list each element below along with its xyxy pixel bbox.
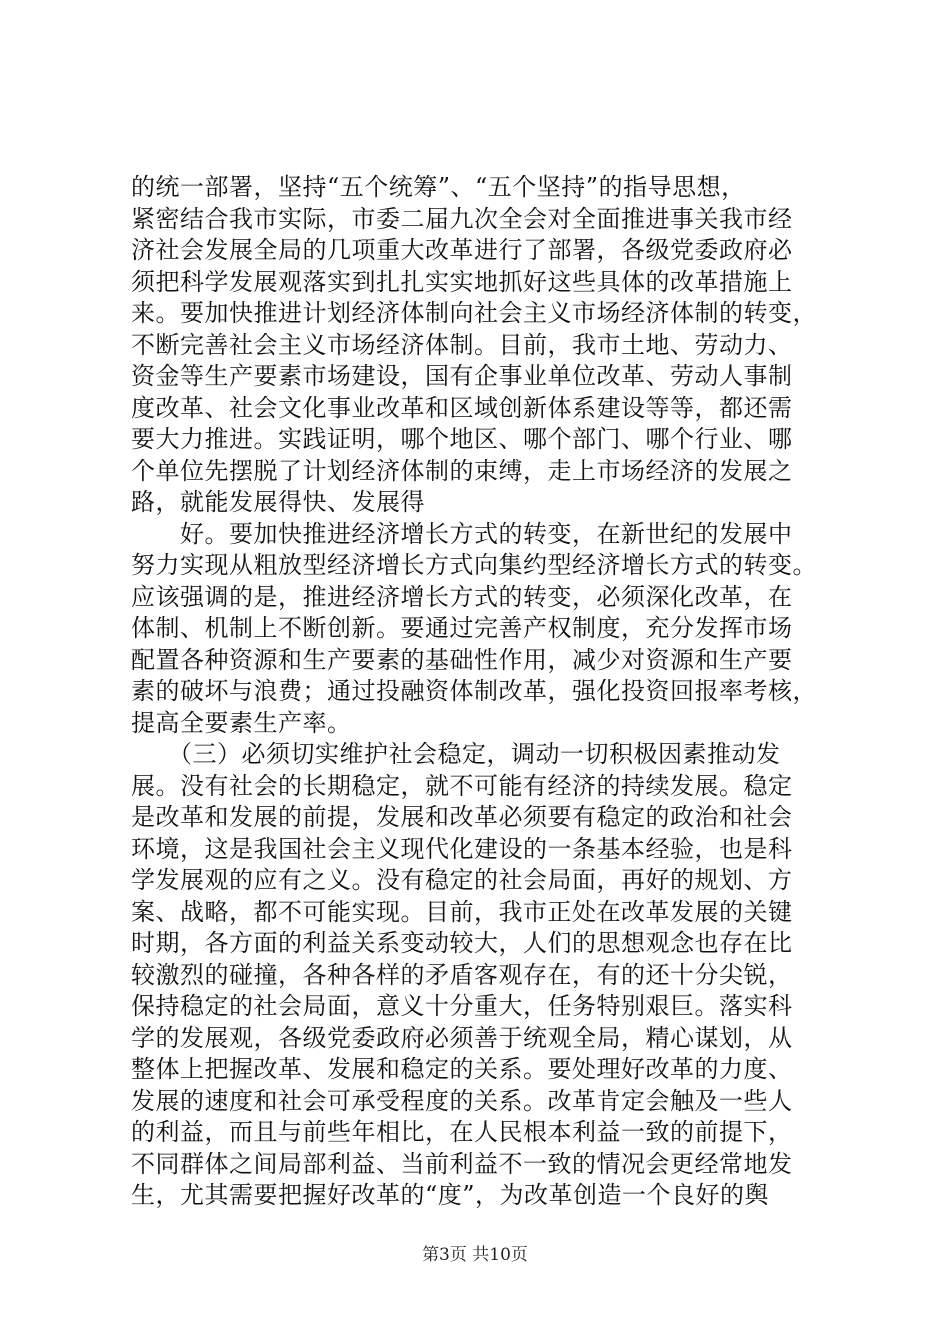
text-line: 素的破坏与浪费；通过投融资体制改革，强化投资回报率考核， <box>131 677 817 705</box>
text-line: 学的发展观，各级党委政府必须善于统观全局，精心谋划，从 <box>131 1023 793 1052</box>
text-line: （三）必须切实维护社会稳定，调动一切积极因素推动发 <box>131 740 781 768</box>
body-text <box>131 172 831 1212</box>
text-line: 不断完善社会主义市场经济体制。目前，我市土地、劳动力、 <box>131 330 793 359</box>
text-line: 时期，各方面的利益关系变动较大，人们的思想观念也存在比 <box>131 929 793 957</box>
text-line: 个单位先摆脱了计划经济体制的束缚，走上市场经济的发展之 <box>131 456 793 485</box>
text-line: 的利益，而且与前些年相比，在人民根本利益一致的前提下， <box>131 1118 793 1146</box>
text-line: 保持稳定的社会局面，意义十分重大，任务特别艰巨。落实科 <box>131 992 793 1020</box>
text-line: 应该强调的是，推进经济增长方式的转变，必须深化改革，在 <box>131 582 793 611</box>
text-line: 是改革和发展的前提，发展和改革必须要有稳定的政治和社会 <box>131 803 793 831</box>
text-line: 努力实现从粗放型经济增长方式向集约型经济增长方式的转变。 <box>131 551 817 579</box>
text-line: 须把科学发展观落实到扎扎实实地抓好这些具体的改革措施上 <box>131 267 793 296</box>
text-line: 济社会发展全局的几项重大改革进行了部署，各级党委政府必 <box>131 236 793 264</box>
text-line: 资金等生产要素市场建设，国有企事业单位改革、劳动人事制 <box>131 362 793 390</box>
text-line: 体制、机制上不断创新。要通过完善产权制度，充分发挥市场 <box>131 614 793 642</box>
text-line: 较激烈的碰撞，各种各样的矛盾客观存在，有的还十分尖锐， <box>131 960 793 989</box>
page-footer <box>0 1244 950 1266</box>
text-line: 紧密结合我市实际，市委二届九次全会对全面推进事关我市经 <box>131 204 793 233</box>
text-line: 发展的速度和社会可承受程度的关系。改革肯定会触及一些人 <box>131 1086 793 1115</box>
text-line: 要大力推进。实践证明，哪个地区、哪个部门、哪个行业、哪 <box>131 425 793 453</box>
page-number: 第3页 共10页 <box>422 1245 528 1265</box>
text-line: 环境，这是我国社会主义现代化建设的一条基本经验，也是科 <box>131 834 793 863</box>
text-line: 来。要加快推进计划经济体制向社会主义市场经济体制的转变， <box>131 299 817 327</box>
text-line: 案、战略，都不可能实现。目前，我市正处在改革发展的关键 <box>131 897 793 926</box>
text-line: 生，尤其需要把握好改革的“度”，为改革创造一个良好的舆 <box>131 1181 770 1209</box>
text-line: 整体上把握改革、发展和稳定的关系。要处理好改革的力度、 <box>131 1055 793 1083</box>
text-line: 好。要加快推进经济增长方式的转变，在新世纪的发展中 <box>131 519 793 548</box>
text-line: 不同群体之间局部利益、当前利益不一致的情况会更经常地发 <box>131 1149 793 1178</box>
text-line: 提高全要素生产率。 <box>131 708 352 737</box>
text-line: 学发展观的应有之义。没有稳定的社会局面，再好的规划、方 <box>131 866 793 894</box>
text-line: 配置各种资源和生产要素的基础性作用，减少对资源和生产要 <box>131 645 793 674</box>
text-line: 度改革、社会文化事业改革和区域创新体系建设等等，都还需 <box>131 393 793 422</box>
text-line: 的统一部署，坚持“五个统筹”、“五个坚持”的指导思想， <box>131 173 746 201</box>
text-line: 展。没有社会的长期稳定，就不可能有经济的持续发展。稳定 <box>131 771 793 800</box>
text-line: 路，就能发展得快、发展得 <box>131 488 425 516</box>
